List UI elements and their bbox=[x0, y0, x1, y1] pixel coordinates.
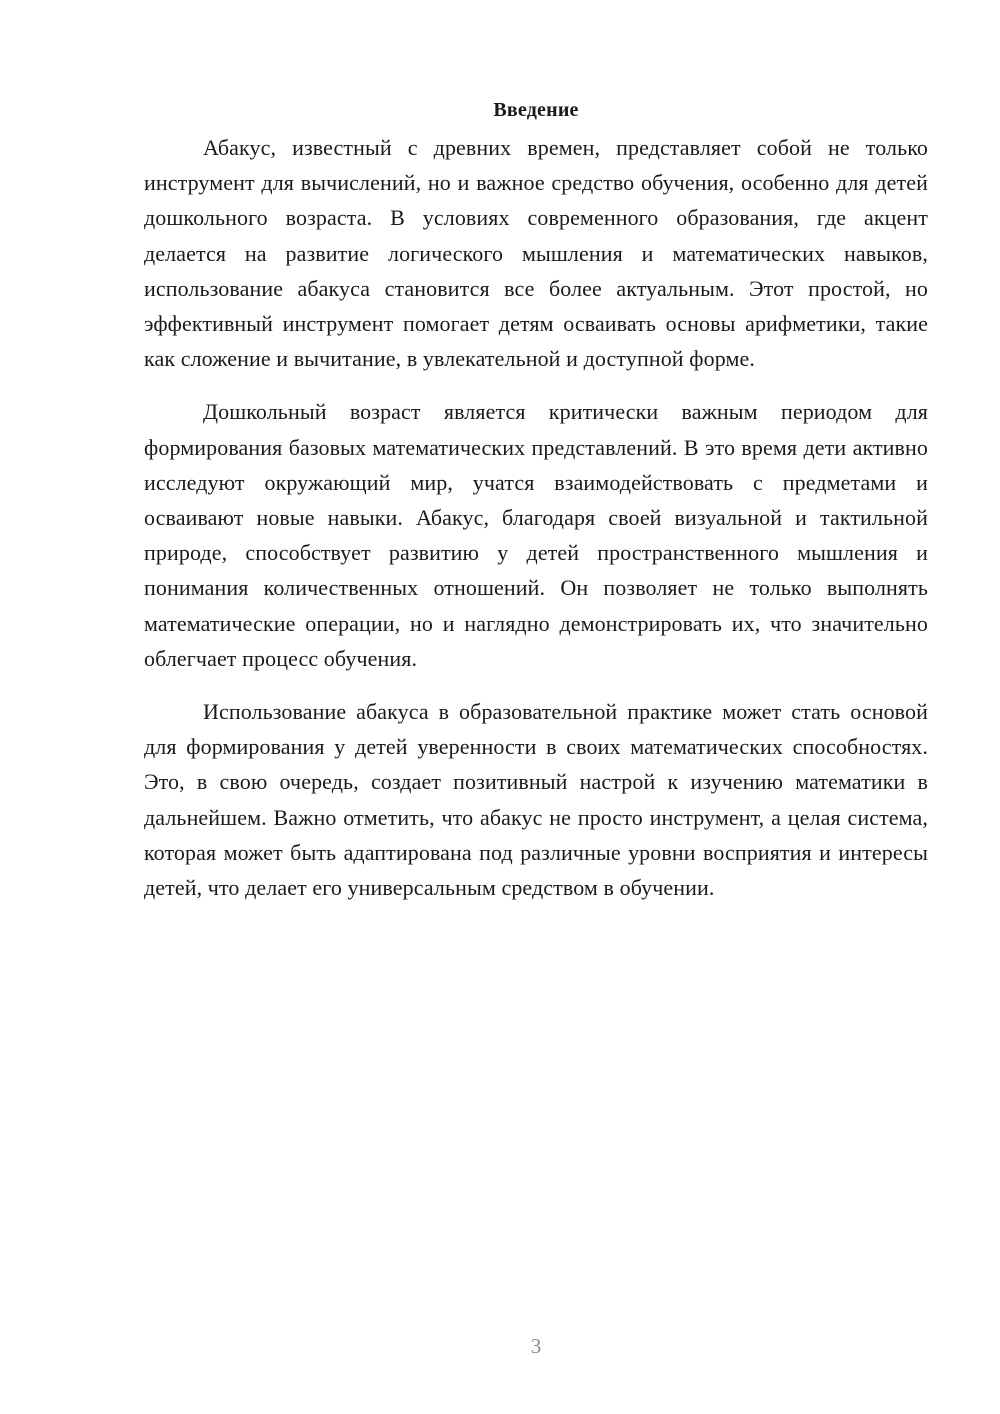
paragraph-2: Дошкольный возраст является критически важным периодом для формирования базовых математических представлений. В это время дети активно исследуют окружающий мир, учатся взаимодействовать с предметами и осваивают новые навыки. Абакус, благодаря своей визуальной и тактильной природе, способствует развитию у детей пространственного мышления и понимания количественных отношений. Он позволяет не только выполнять математические операции, но и наглядно демонстрировать их, что значительно облегчает процесс обучения. bbox=[144, 399, 928, 671]
paragraph-3: Использование абакуса в образовательной практике может стать основой для формирования у детей уверенности в своих математических способностях. Это, в свою очередь, создает позитивный настрой к изучению математики в дальнейшем. Важно отметить, что абакус не просто инструмент, а целая система, которая может быть адаптирована под различные уровни восприятия и интересы детей, что делает его универсальным средством в обучении. bbox=[144, 699, 928, 901]
section-title: Введение bbox=[493, 99, 579, 121]
paragraph-1: Абакус, известный с древних времен, представляет собой не только инструмент для вычислений, но и важное средство обучения, особенно для детей дошкольного возраста. В условиях современного образования, где акцент делается на развитие логического мышления и математических навыков, использование абакуса становится все более актуальным. Этот простой, но эффективный инструмент помогает детям осваивать основы арифметики, такие как сложение и вычитание, в увлекательной и доступной форме. bbox=[144, 135, 928, 372]
page-content bbox=[144, 90, 928, 923]
page-number: 3 bbox=[530, 1334, 542, 1358]
